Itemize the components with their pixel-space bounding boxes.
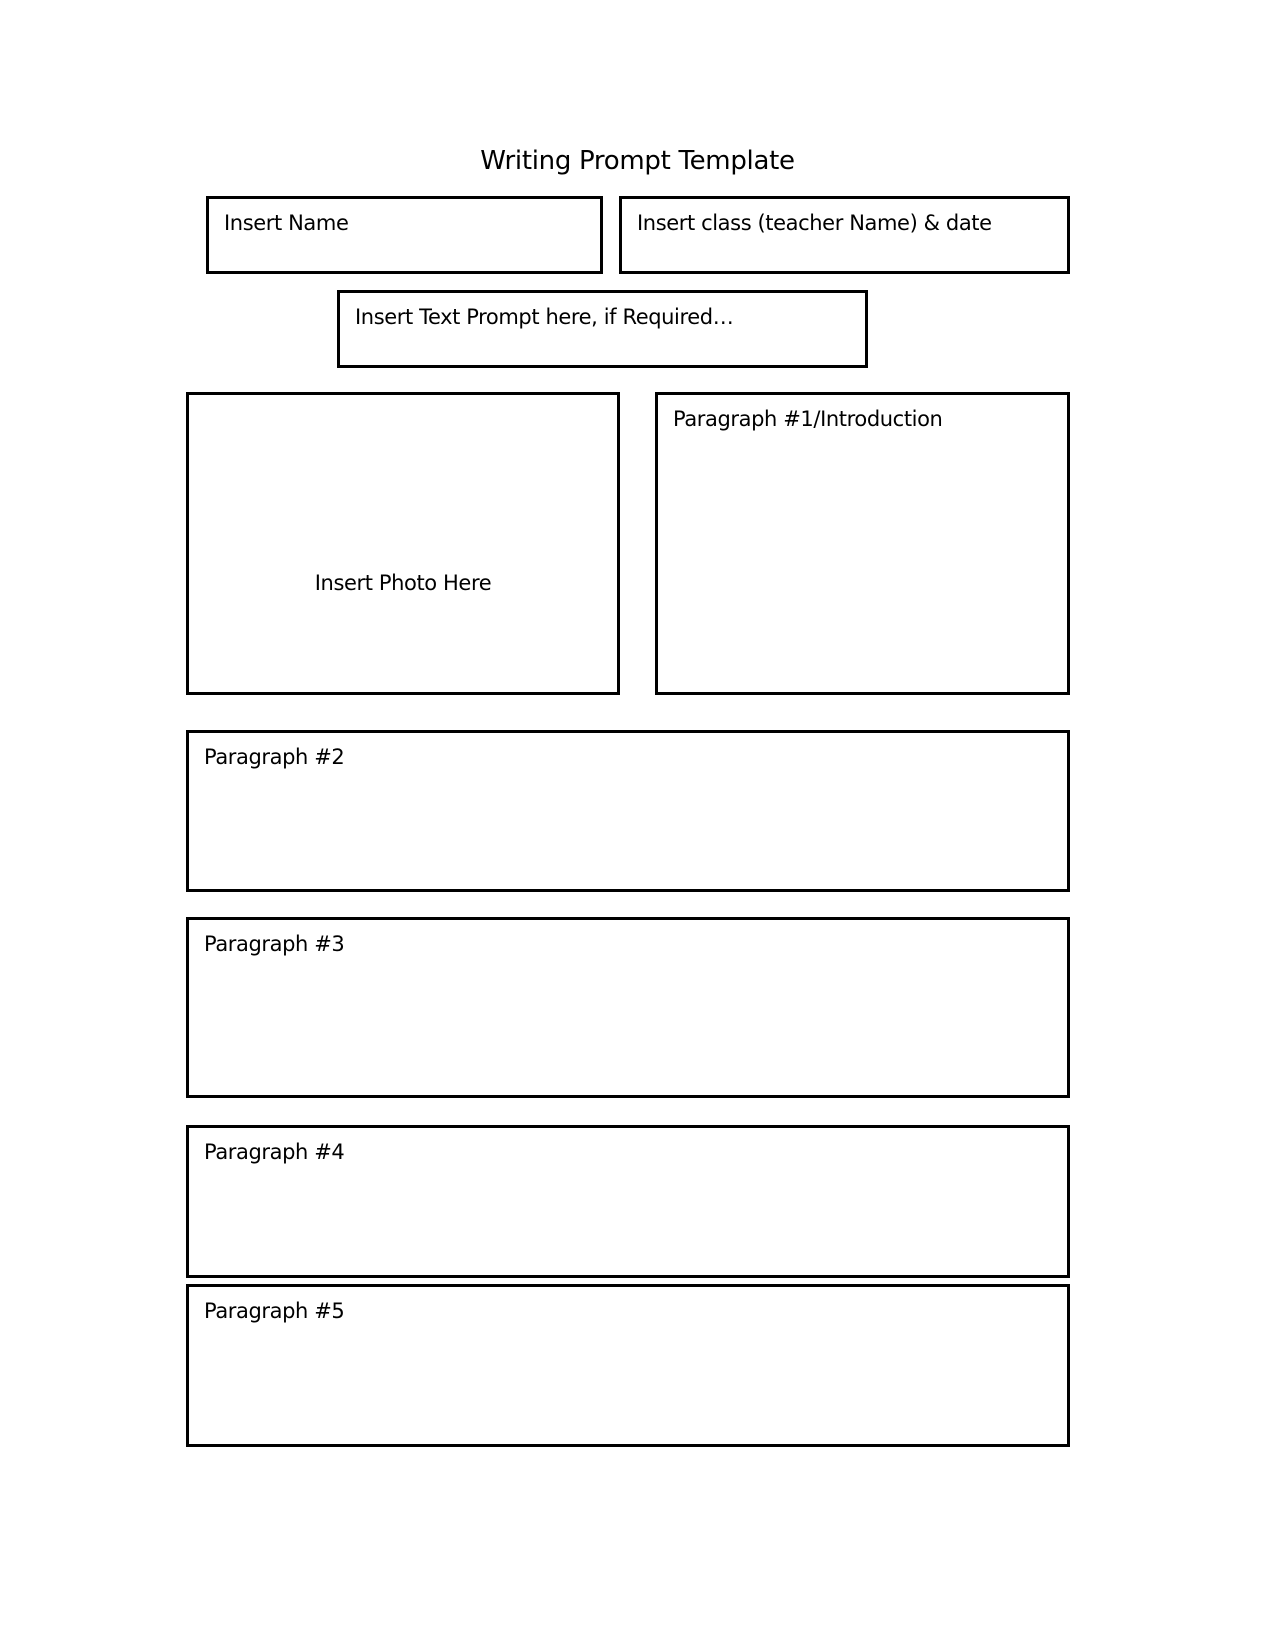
paragraph-4-label: Paragraph #4 (204, 1140, 345, 1164)
paragraph-4-field[interactable] (186, 1125, 1070, 1278)
paragraph-5-label: Paragraph #5 (204, 1299, 345, 1323)
photo-placeholder[interactable] (186, 392, 620, 695)
paragraph-5-field[interactable] (186, 1284, 1070, 1447)
photo-placeholder-label: Insert Photo Here (314, 571, 492, 595)
text-prompt-field-label: Insert Text Prompt here, if Required… (355, 305, 734, 329)
name-field-label: Insert Name (224, 211, 349, 235)
name-field[interactable] (206, 196, 603, 274)
class-date-field-label: Insert class (teacher Name) & date (637, 211, 992, 235)
page-title: Writing Prompt Template (480, 146, 795, 176)
text-prompt-field[interactable] (337, 290, 868, 368)
paragraph-2-label: Paragraph #2 (204, 745, 345, 769)
paragraph-1-label: Paragraph #1/Introduction (673, 407, 943, 431)
paragraph-3-label: Paragraph #3 (204, 932, 345, 956)
paragraph-2-field[interactable] (186, 730, 1070, 892)
paragraph-1-field[interactable] (655, 392, 1070, 695)
paragraph-3-field[interactable] (186, 917, 1070, 1098)
class-date-field[interactable] (619, 196, 1070, 274)
